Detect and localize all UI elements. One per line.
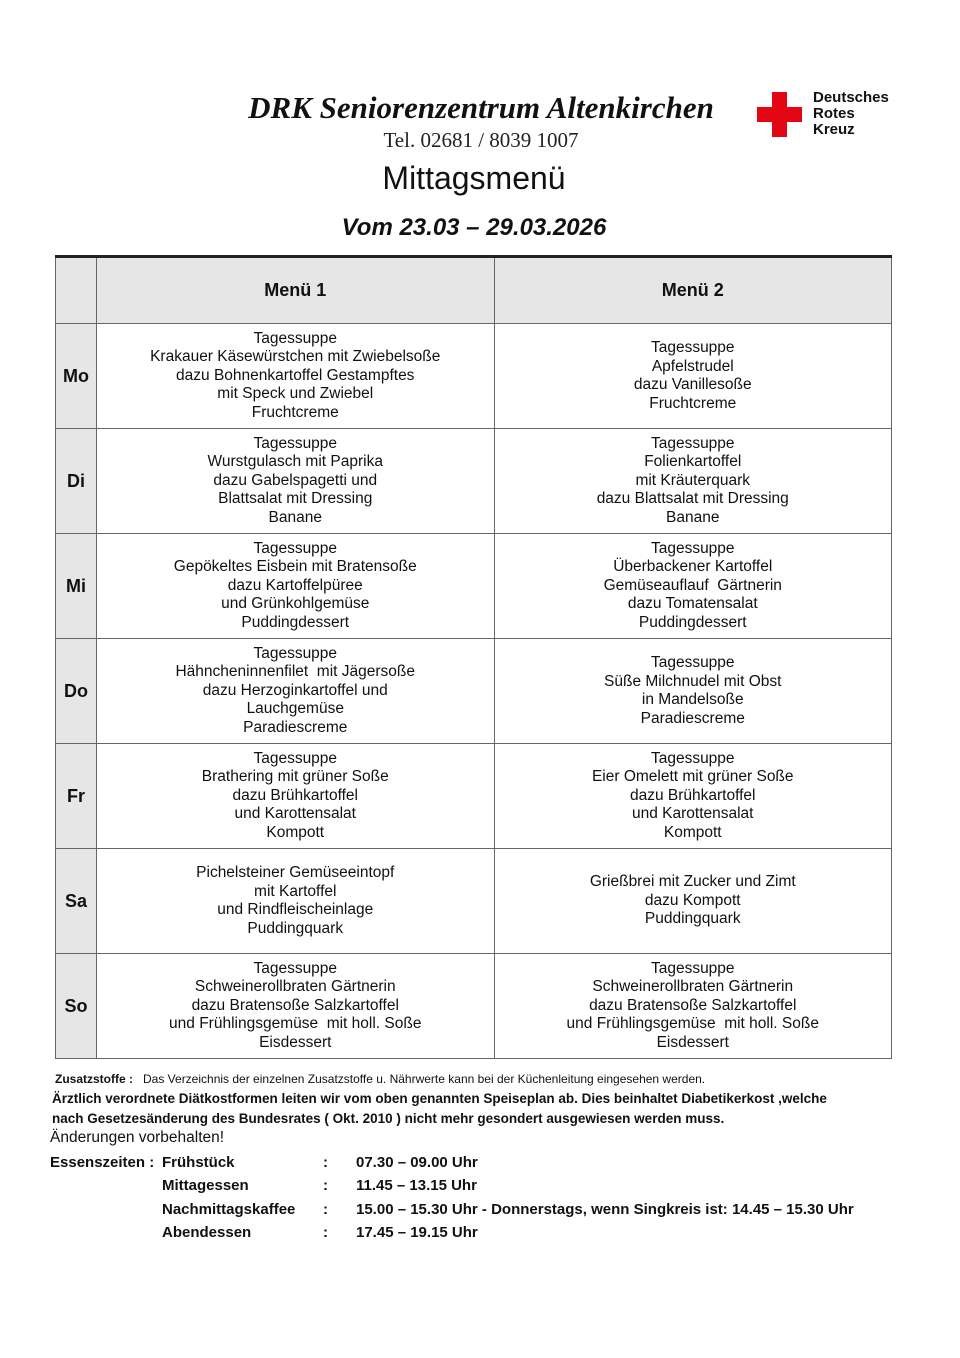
dish-line: und Frühlingsgemüse mit holl. Soße — [169, 1015, 422, 1033]
table-row — [56, 849, 892, 954]
day-label: Fr — [56, 744, 97, 849]
logo-line: Deutsches — [813, 89, 889, 106]
dish-line: Süße Milchnudel mit Obst — [604, 672, 782, 690]
dish-line: Banane — [666, 508, 720, 526]
table-header-row — [56, 257, 892, 324]
meal-name: Abendessen — [162, 1223, 252, 1241]
menu-2-cell — [494, 849, 892, 954]
dish-line: Schweinerollbraten Gärtnerin — [592, 978, 794, 996]
dish-line: Paradiescreme — [640, 709, 745, 727]
dish-line: Kompott — [266, 823, 325, 841]
dish-line: Grießbrei mit Zucker und Zimt — [589, 873, 796, 891]
menu-1-cell — [97, 744, 495, 849]
menu-2-cell — [494, 429, 892, 534]
table-row — [56, 744, 892, 849]
dish-line: und Grünkohlgemüse — [221, 595, 370, 613]
dish-line: Gemüseauflauf Gärtnerin — [603, 576, 782, 594]
dish-line: Krakauer Käsewürstchen mit Zwiebelsoße — [150, 348, 441, 366]
separator: : — [323, 1223, 328, 1241]
menu-1-cell — [97, 639, 495, 744]
dish-line: Pichelsteiner Gemüseeintopf — [196, 864, 395, 881]
dish-line: dazu Herzoginkartoffel und — [202, 681, 388, 699]
meal-name: Frühstück — [162, 1154, 235, 1171]
meal-time: 17.45 – 19.15 Uhr — [356, 1223, 478, 1241]
dish-line: dazu Kartoffelpüree — [227, 576, 363, 594]
dish-line: dazu Gabelspagetti und — [213, 471, 378, 489]
dish-line: Tagessuppe — [650, 339, 735, 356]
day-label: Mo — [56, 324, 97, 429]
table-row — [56, 639, 892, 744]
dish-line: Lauchgemüse — [246, 700, 344, 718]
diet-note — [52, 1089, 910, 1129]
menu-2-cell — [494, 954, 892, 1059]
menu-table-body — [56, 324, 892, 1059]
dish-line: Kompott — [663, 823, 722, 841]
menu-1-cell — [97, 849, 495, 954]
dish-line: in Mandelsoße — [641, 691, 744, 708]
menu-2-cell — [494, 324, 892, 429]
meal-time: 11.45 – 13.15 Uhr — [356, 1177, 477, 1195]
drk-logo — [757, 89, 907, 140]
dish-line: Überbackener Kartoffel — [613, 558, 773, 576]
diet-line: nach Gesetzesänderung des Bundesrates ( Okt. 2010 ) nicht mehr gesondert ausgewiesen werden muss. — [52, 1111, 725, 1126]
notes-section — [50, 1072, 910, 1147]
dish-line: Fruchtcreme — [649, 394, 737, 412]
column-header-menu-2: Menü 2 — [494, 257, 892, 324]
meal-time: 15.00 – 15.30 Uhr - Donnerstags, wenn Singkreis ist: 14.45 – 15.30 Uhr — [356, 1200, 854, 1218]
logo-line: Rotes — [813, 105, 855, 122]
dish-line: dazu Tomatensalat — [627, 595, 758, 613]
logo-text — [813, 90, 889, 138]
menu-1-cell — [97, 954, 495, 1059]
facility-title: DRK Seniorenzentrum Altenkirchen — [248, 90, 714, 125]
changes-reserved-note: Änderungen vorbehalten! — [50, 1129, 225, 1146]
menu-1-cell — [97, 534, 495, 639]
meal-name: Mittagessen — [162, 1177, 249, 1195]
table-row — [56, 429, 892, 534]
dish-line: dazu Vanillesoße — [633, 376, 752, 393]
dish-line: und Rindfleischeinlage — [217, 901, 374, 918]
table-row — [56, 324, 892, 429]
dish-line: Eier Omelett mit grüner Soße — [591, 768, 794, 786]
column-header-menu-1: Menü 1 — [97, 257, 495, 324]
dish-line: Wurstgulasch mit Paprika — [207, 453, 383, 471]
separator: : — [323, 1177, 328, 1195]
separator: : — [323, 1200, 328, 1218]
menu-2-cell — [494, 639, 892, 744]
dish-line: Tagessuppe — [650, 749, 735, 767]
dish-line: Tagessuppe — [650, 434, 735, 452]
meal-time: 07.30 – 09.00 Uhr — [356, 1154, 478, 1171]
additives-label: Zusatzstoffe : — [55, 1072, 133, 1086]
dish-line: Puddingdessert — [638, 613, 747, 631]
dish-line: Schweinerollbraten Gärtnerin — [194, 978, 396, 996]
dish-line: Eisdessert — [259, 1033, 332, 1051]
dish-line: Puddingdessert — [241, 613, 350, 631]
table-row — [56, 954, 892, 1059]
dish-line: Gepökeltes Eisbein mit Bratensoße — [173, 558, 417, 576]
date-range: Vom 23.03 – 29.03.2026 — [341, 214, 607, 241]
dish-line: dazu Bohnenkartoffel Gestampftes — [176, 366, 415, 384]
dish-line: Eisdessert — [656, 1033, 729, 1051]
dish-line: dazu Kompott — [644, 891, 741, 909]
dish-line: Hähncheninnenfilet mit Jägersoße — [175, 663, 416, 681]
dish-line: Folienkartoffel — [644, 453, 742, 471]
meal-times-label: Essenszeiten : — [50, 1154, 155, 1171]
additives-text: Das Verzeichnis der einzelnen Zusatzstoffe u. Nährwerte kann bei der Küchenleitung eingesehen werden. — [143, 1072, 706, 1086]
dish-line: Tagessuppe — [253, 749, 338, 767]
table-row — [56, 534, 892, 639]
dish-line: Tagessuppe — [253, 539, 338, 557]
day-label: So — [56, 954, 97, 1059]
dish-line: dazu Brühkartoffel — [629, 786, 756, 804]
dish-line: Puddingquark — [644, 910, 741, 928]
day-label: Do — [56, 639, 97, 744]
dish-line: Tagessuppe — [253, 644, 338, 662]
dish-line: Tagessuppe — [650, 959, 735, 977]
dish-line: und Karottensalat — [234, 805, 356, 823]
menu-table — [55, 255, 892, 1059]
menu-1-cell — [97, 324, 495, 429]
meal-name: Nachmittagskaffee — [162, 1200, 296, 1218]
dish-line: Paradiescreme — [243, 718, 348, 736]
dish-line: dazu Blattsalat mit Dressing — [596, 490, 789, 508]
menu-title: Mittagsmenü — [382, 160, 566, 196]
menu-2-cell — [494, 744, 892, 849]
menu-2-cell — [494, 534, 892, 639]
day-label: Di — [56, 429, 97, 534]
dish-line: Tagessuppe — [650, 654, 735, 671]
dish-line: Fruchtcreme — [251, 403, 339, 421]
separator: : — [323, 1154, 328, 1171]
phone-number: Tel. 02681 / 8039 1007 — [383, 128, 579, 152]
dish-line: mit Speck und Zwiebel — [217, 385, 374, 403]
additives-note — [55, 1072, 910, 1086]
dish-line: mit Kräuterquark — [635, 471, 751, 489]
dish-line: Banane — [268, 508, 322, 526]
dish-line: Tagessuppe — [253, 329, 338, 347]
dish-line: Tagessuppe — [650, 539, 735, 557]
dish-line: dazu Bratensoße Salzkartoffel — [589, 996, 797, 1014]
dish-line: Brathering mit grüner Soße — [201, 768, 389, 786]
day-label: Mi — [56, 534, 97, 639]
dish-line: dazu Brühkartoffel — [232, 786, 358, 804]
dish-line: Apfelstrudel — [651, 357, 734, 375]
dish-line: mit Kartoffel — [254, 882, 337, 900]
menu-1-cell — [97, 429, 495, 534]
dish-line: Tagessuppe — [253, 959, 338, 977]
cross-horizontal-bar — [757, 107, 802, 122]
corner-cell — [56, 257, 97, 324]
diet-line: Ärztlich verordnete Diätkostformen leiten wir vom oben genannten Speiseplan ab. Dies beinhaltet Diabetikerkost ,welche — [52, 1091, 827, 1106]
dish-line: Blattsalat mit Dressing — [218, 490, 373, 508]
logo-line: Kreuz — [813, 121, 855, 138]
dish-line: Puddingquark — [247, 919, 344, 937]
dish-line: und Karottensalat — [631, 805, 754, 823]
dish-line: Tagessuppe — [253, 434, 338, 452]
dish-line: dazu Bratensoße Salzkartoffel — [191, 996, 399, 1014]
dish-line: und Frühlingsgemüse mit holl. Soße — [566, 1015, 819, 1033]
day-label: Sa — [56, 849, 97, 954]
